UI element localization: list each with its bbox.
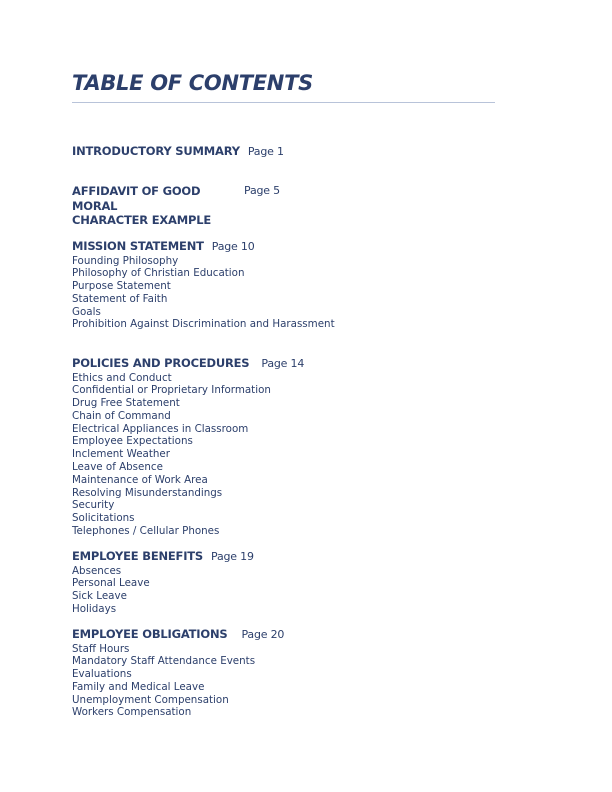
toc-section-policies [72, 356, 304, 538]
toc-item: Workers Compensation [72, 706, 192, 719]
toc-item: Evaluations [72, 668, 132, 681]
toc-item: Telephones / Cellular Phones [72, 525, 220, 538]
toc-item: Philosophy of Christian Education [72, 267, 245, 280]
toc-item: Mandatory Staff Attendance Events [72, 655, 256, 668]
toc-heading-obligations [72, 627, 284, 643]
toc-page-ref: Page 1 [247, 145, 284, 158]
toc-item: Absences [72, 564, 122, 577]
toc-page-ref: Page 5 [244, 184, 280, 197]
toc-heading-text: POLICIES AND PROCEDURES [72, 356, 250, 370]
toc-item-list [72, 643, 284, 720]
toc-item: Resolving Misunderstandings [72, 486, 223, 499]
toc-item: Security [72, 499, 115, 512]
toc-item: Goals [72, 305, 101, 318]
toc-item: Family and Medical Leave [72, 680, 205, 693]
toc-item: Electrical Appliances in Classroom [72, 422, 249, 435]
toc-item: Staff Hours [72, 642, 130, 655]
toc-item: Ethics and Conduct [72, 371, 172, 384]
toc-section-affidavit [72, 184, 280, 228]
toc-heading-text: MISSION STATEMENT [72, 239, 204, 253]
toc-heading-affidavit [72, 184, 280, 228]
toc-item: Chain of Command [72, 409, 171, 422]
toc-heading-benefits [72, 549, 254, 565]
toc-page-ref: Page 20 [241, 628, 285, 641]
toc-item-list [72, 565, 254, 616]
toc-section-benefits [72, 549, 254, 616]
toc-section-mission [72, 239, 335, 331]
toc-heading-line: CHARACTER EXAMPLE [72, 213, 211, 227]
toc-item: Solicitations [72, 512, 135, 525]
toc-section-obligations [72, 627, 284, 719]
toc-heading-line: AFFIDAVIT OF GOOD MORAL [72, 184, 201, 213]
toc-item: Personal Leave [72, 577, 150, 590]
toc-heading-text: EMPLOYEE OBLIGATIONS [72, 627, 228, 641]
page-title: TABLE OF CONTENTS [72, 71, 313, 95]
toc-item: Employee Expectations [72, 435, 193, 448]
toc-heading-intro [72, 144, 284, 160]
toc-item: Holidays [72, 602, 117, 615]
toc-item: Maintenance of Work Area [72, 473, 208, 486]
toc-item: Founding Philosophy [72, 254, 179, 267]
toc-item: Leave of Absence [72, 461, 163, 474]
toc-page-ref: Page 19 [211, 550, 254, 563]
toc-item-list [72, 372, 304, 538]
toc-item-list [72, 255, 335, 332]
toc-item: Confidential or Proprietary Information [72, 384, 271, 397]
toc-heading-policies [72, 356, 304, 372]
toc-item: Prohibition Against Discrimination and Harassment [72, 318, 335, 331]
toc-item: Statement of Faith [72, 292, 168, 305]
toc-heading-text [72, 184, 240, 228]
title-divider [72, 102, 495, 103]
toc-item: Unemployment Compensation [72, 693, 229, 706]
toc-section-intro [72, 144, 284, 160]
toc-page-ref: Page 14 [261, 357, 305, 370]
toc-heading-text: EMPLOYEE BENEFITS [72, 549, 204, 563]
toc-item: Inclement Weather [72, 448, 170, 461]
toc-item: Drug Free Statement [72, 397, 180, 410]
toc-page-ref: Page 10 [211, 240, 255, 253]
toc-heading-text: INTRODUCTORY SUMMARY [72, 144, 240, 158]
toc-item: Sick Leave [72, 590, 127, 603]
toc-heading-mission [72, 239, 335, 255]
toc-item: Purpose Statement [72, 280, 171, 293]
